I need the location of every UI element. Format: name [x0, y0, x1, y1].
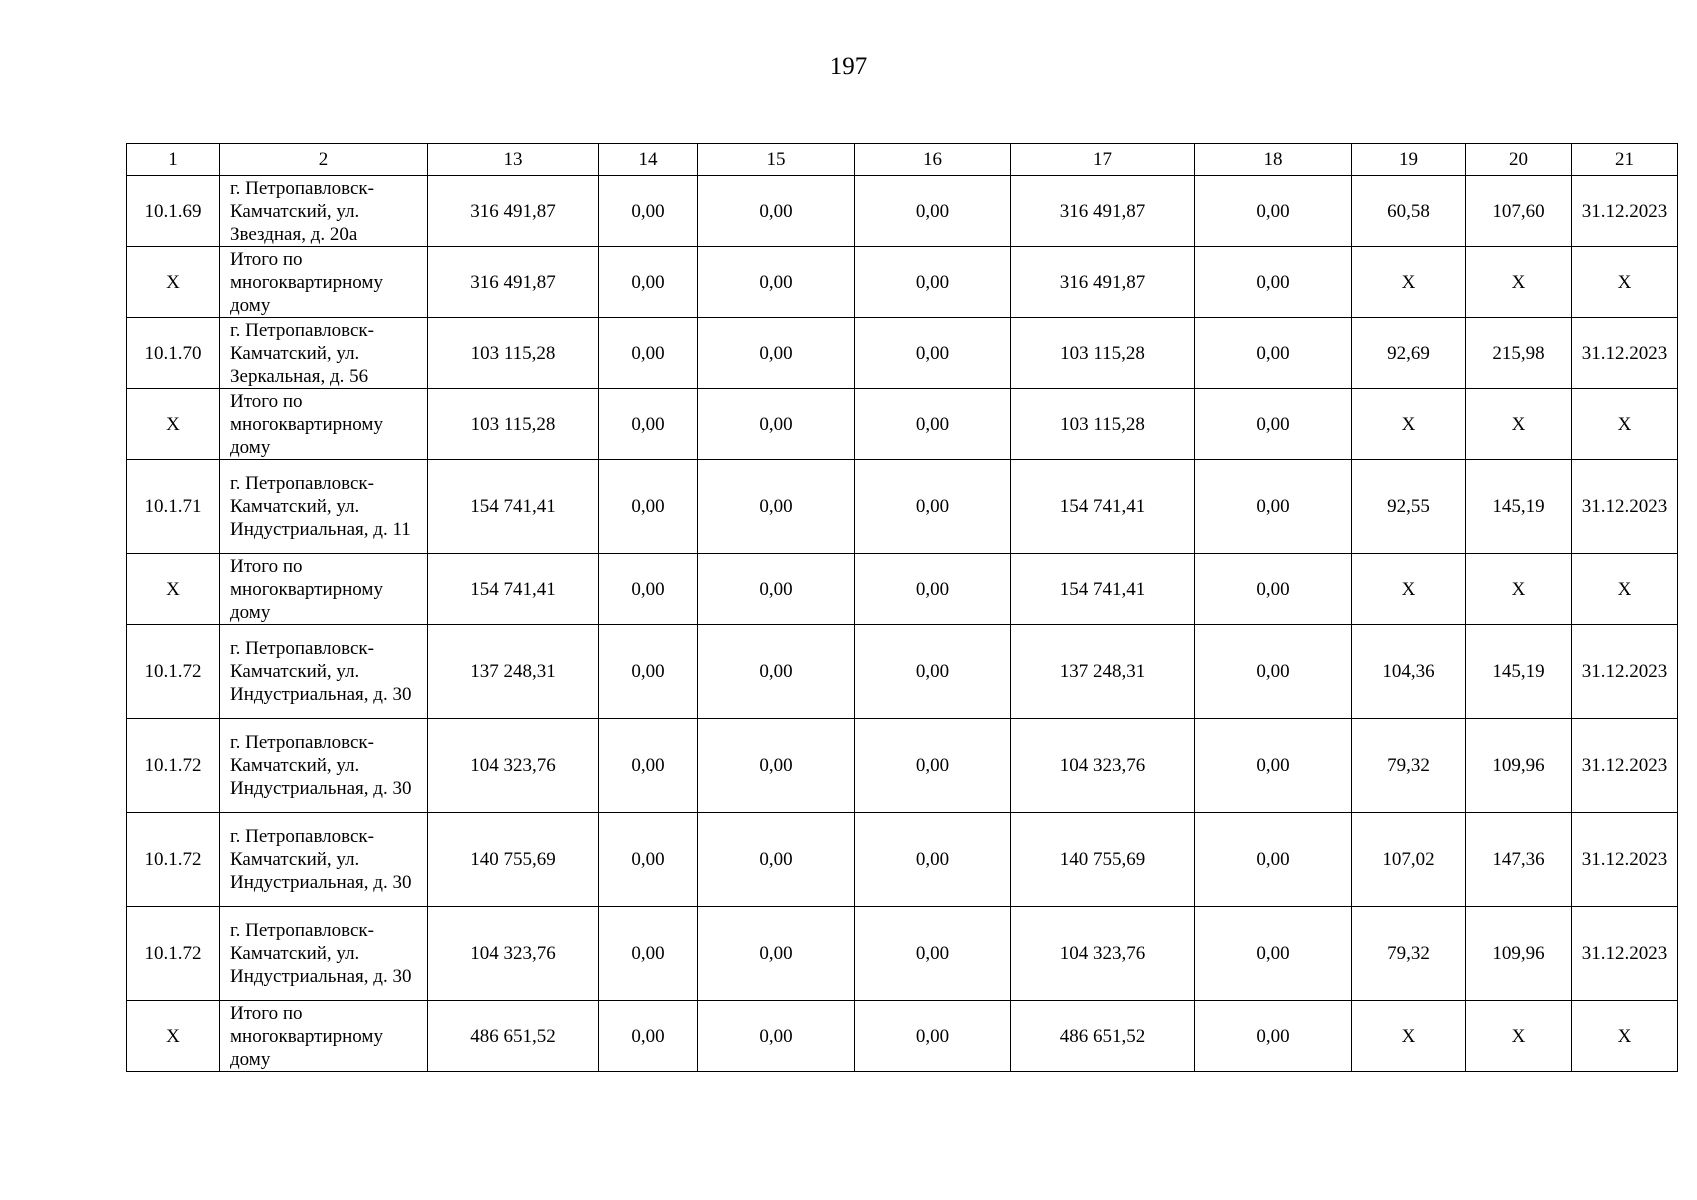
value-cell: 154 741,41	[428, 554, 599, 625]
column-header: 16	[855, 144, 1011, 176]
value-cell: Х	[1466, 247, 1572, 318]
address-cell: г. Петропавловск-Камчатский, ул. Индустриальная, д. 30	[220, 813, 428, 907]
table-row	[127, 813, 1678, 907]
column-header: 2	[220, 144, 428, 176]
value-cell: 316 491,87	[428, 176, 599, 247]
value-cell: 147,36	[1466, 813, 1572, 907]
table-row-total	[127, 554, 1678, 625]
value-cell: 316 491,87	[428, 247, 599, 318]
value-cell: Х	[1466, 1001, 1572, 1072]
value-cell: 109,96	[1466, 907, 1572, 1001]
value-cell: 104 323,76	[1011, 719, 1195, 813]
value-cell: 0,00	[855, 176, 1011, 247]
value-cell: 0,00	[855, 460, 1011, 554]
value-cell: 0,00	[855, 719, 1011, 813]
date-cell: 31.12.2023	[1572, 813, 1678, 907]
value-cell: 486 651,52	[1011, 1001, 1195, 1072]
value-cell: 316 491,87	[1011, 247, 1195, 318]
table-row	[127, 719, 1678, 813]
value-cell: 107,60	[1466, 176, 1572, 247]
table-row-total	[127, 247, 1678, 318]
value-cell: 0,00	[855, 625, 1011, 719]
value-cell: 0,00	[599, 389, 698, 460]
table-row	[127, 907, 1678, 1001]
date-cell: 31.12.2023	[1572, 460, 1678, 554]
value-cell: 60,58	[1352, 176, 1466, 247]
value-cell: 92,69	[1352, 318, 1466, 389]
value-cell: 137 248,31	[428, 625, 599, 719]
value-cell: 103 115,28	[428, 389, 599, 460]
date-cell: 31.12.2023	[1572, 625, 1678, 719]
value-cell: 0,00	[698, 318, 855, 389]
value-cell: 104 323,76	[428, 719, 599, 813]
value-cell: 103 115,28	[1011, 318, 1195, 389]
total-label-cell: Итого по многоквартирному дому	[220, 554, 428, 625]
date-cell: 31.12.2023	[1572, 907, 1678, 1001]
value-cell: 0,00	[599, 554, 698, 625]
address-cell: г. Петропавловск-Камчатский, ул. Зеркальная, д. 56	[220, 318, 428, 389]
value-cell: 0,00	[855, 247, 1011, 318]
value-cell: 154 741,41	[428, 460, 599, 554]
value-cell: 0,00	[698, 176, 855, 247]
value-cell: 79,32	[1352, 719, 1466, 813]
value-cell: 0,00	[1195, 907, 1352, 1001]
date-cell: 31.12.2023	[1572, 176, 1678, 247]
value-cell: 0,00	[855, 389, 1011, 460]
date-cell: Х	[1572, 247, 1678, 318]
value-cell: Х	[1352, 247, 1466, 318]
value-cell: 0,00	[855, 318, 1011, 389]
value-cell: 316 491,87	[1011, 176, 1195, 247]
address-cell: г. Петропавловск-Камчатский, ул. Индустриальная, д. 30	[220, 625, 428, 719]
table-row	[127, 625, 1678, 719]
value-cell: 0,00	[599, 247, 698, 318]
row-number-cell: 10.1.71	[127, 460, 220, 554]
date-cell: Х	[1572, 1001, 1678, 1072]
value-cell: 486 651,52	[428, 1001, 599, 1072]
column-header: 21	[1572, 144, 1678, 176]
value-cell: 154 741,41	[1011, 554, 1195, 625]
row-number-cell: Х	[127, 554, 220, 625]
value-cell: 140 755,69	[428, 813, 599, 907]
address-cell: г. Петропавловск-Камчатский, ул. Индустриальная, д. 30	[220, 907, 428, 1001]
value-cell: 215,98	[1466, 318, 1572, 389]
value-cell: 0,00	[1195, 719, 1352, 813]
column-header: 15	[698, 144, 855, 176]
value-cell: 0,00	[698, 389, 855, 460]
total-label-cell: Итого по многоквартирному дому	[220, 389, 428, 460]
value-cell: Х	[1352, 389, 1466, 460]
value-cell: 104,36	[1352, 625, 1466, 719]
column-header: 14	[599, 144, 698, 176]
value-cell: 0,00	[599, 460, 698, 554]
value-cell: 0,00	[855, 554, 1011, 625]
date-cell: Х	[1572, 389, 1678, 460]
value-cell: 0,00	[1195, 554, 1352, 625]
value-cell: 103 115,28	[1011, 389, 1195, 460]
value-cell: 0,00	[698, 460, 855, 554]
row-number-cell: Х	[127, 389, 220, 460]
value-cell: 0,00	[599, 907, 698, 1001]
value-cell: 0,00	[698, 813, 855, 907]
value-cell: 0,00	[698, 554, 855, 625]
value-cell: 0,00	[1195, 625, 1352, 719]
value-cell: 104 323,76	[1011, 907, 1195, 1001]
value-cell: 145,19	[1466, 460, 1572, 554]
value-cell: 0,00	[698, 247, 855, 318]
value-cell: Х	[1466, 389, 1572, 460]
value-cell: 0,00	[698, 1001, 855, 1072]
value-cell: 0,00	[599, 318, 698, 389]
value-cell: 0,00	[698, 907, 855, 1001]
column-header: 18	[1195, 144, 1352, 176]
table-row	[127, 318, 1678, 389]
row-number-cell: Х	[127, 1001, 220, 1072]
value-cell: 0,00	[599, 1001, 698, 1072]
value-cell: 0,00	[855, 907, 1011, 1001]
table-row	[127, 460, 1678, 554]
column-header: 13	[428, 144, 599, 176]
date-cell: 31.12.2023	[1572, 318, 1678, 389]
value-cell: 0,00	[1195, 813, 1352, 907]
address-cell: г. Петропавловск-Камчатский, ул. Звездная, д. 20а	[220, 176, 428, 247]
value-cell: Х	[1466, 554, 1572, 625]
row-number-cell: 10.1.72	[127, 907, 220, 1001]
row-number-cell: 10.1.69	[127, 176, 220, 247]
row-number-cell: Х	[127, 247, 220, 318]
value-cell: Х	[1352, 1001, 1466, 1072]
value-cell: 145,19	[1466, 625, 1572, 719]
row-number-cell: 10.1.72	[127, 813, 220, 907]
value-cell: 137 248,31	[1011, 625, 1195, 719]
address-cell: г. Петропавловск-Камчатский, ул. Индустриальная, д. 30	[220, 719, 428, 813]
table-row-total	[127, 1001, 1678, 1072]
date-cell: Х	[1572, 554, 1678, 625]
value-cell: 154 741,41	[1011, 460, 1195, 554]
value-cell: 92,55	[1352, 460, 1466, 554]
column-header: 1	[127, 144, 220, 176]
row-number-cell: 10.1.70	[127, 318, 220, 389]
value-cell: 103 115,28	[428, 318, 599, 389]
value-cell: Х	[1352, 554, 1466, 625]
value-cell: 0,00	[599, 719, 698, 813]
value-cell: 0,00	[599, 176, 698, 247]
date-cell: 31.12.2023	[1572, 719, 1678, 813]
value-cell: 0,00	[1195, 176, 1352, 247]
row-number-cell: 10.1.72	[127, 719, 220, 813]
value-cell: 104 323,76	[428, 907, 599, 1001]
column-header: 20	[1466, 144, 1572, 176]
value-cell: 109,96	[1466, 719, 1572, 813]
row-number-cell: 10.1.72	[127, 625, 220, 719]
table-header-row	[127, 144, 1678, 176]
table-row-total	[127, 389, 1678, 460]
value-cell: 0,00	[1195, 460, 1352, 554]
column-header: 19	[1352, 144, 1466, 176]
value-cell: 79,32	[1352, 907, 1466, 1001]
value-cell: 0,00	[1195, 247, 1352, 318]
value-cell: 107,02	[1352, 813, 1466, 907]
value-cell: 0,00	[855, 1001, 1011, 1072]
address-cell: г. Петропавловск-Камчатский, ул. Индустриальная, д. 11	[220, 460, 428, 554]
total-label-cell: Итого по многоквартирному дому	[220, 1001, 428, 1072]
column-header: 17	[1011, 144, 1195, 176]
value-cell: 140 755,69	[1011, 813, 1195, 907]
value-cell: 0,00	[599, 813, 698, 907]
page-number: 197	[829, 53, 868, 80]
value-cell: 0,00	[698, 625, 855, 719]
total-label-cell: Итого по многоквартирному дому	[220, 247, 428, 318]
value-cell: 0,00	[855, 813, 1011, 907]
value-cell: 0,00	[599, 625, 698, 719]
value-cell: 0,00	[1195, 1001, 1352, 1072]
value-cell: 0,00	[1195, 389, 1352, 460]
data-table	[126, 143, 1678, 1072]
table-row	[127, 176, 1678, 247]
value-cell: 0,00	[1195, 318, 1352, 389]
value-cell: 0,00	[698, 719, 855, 813]
